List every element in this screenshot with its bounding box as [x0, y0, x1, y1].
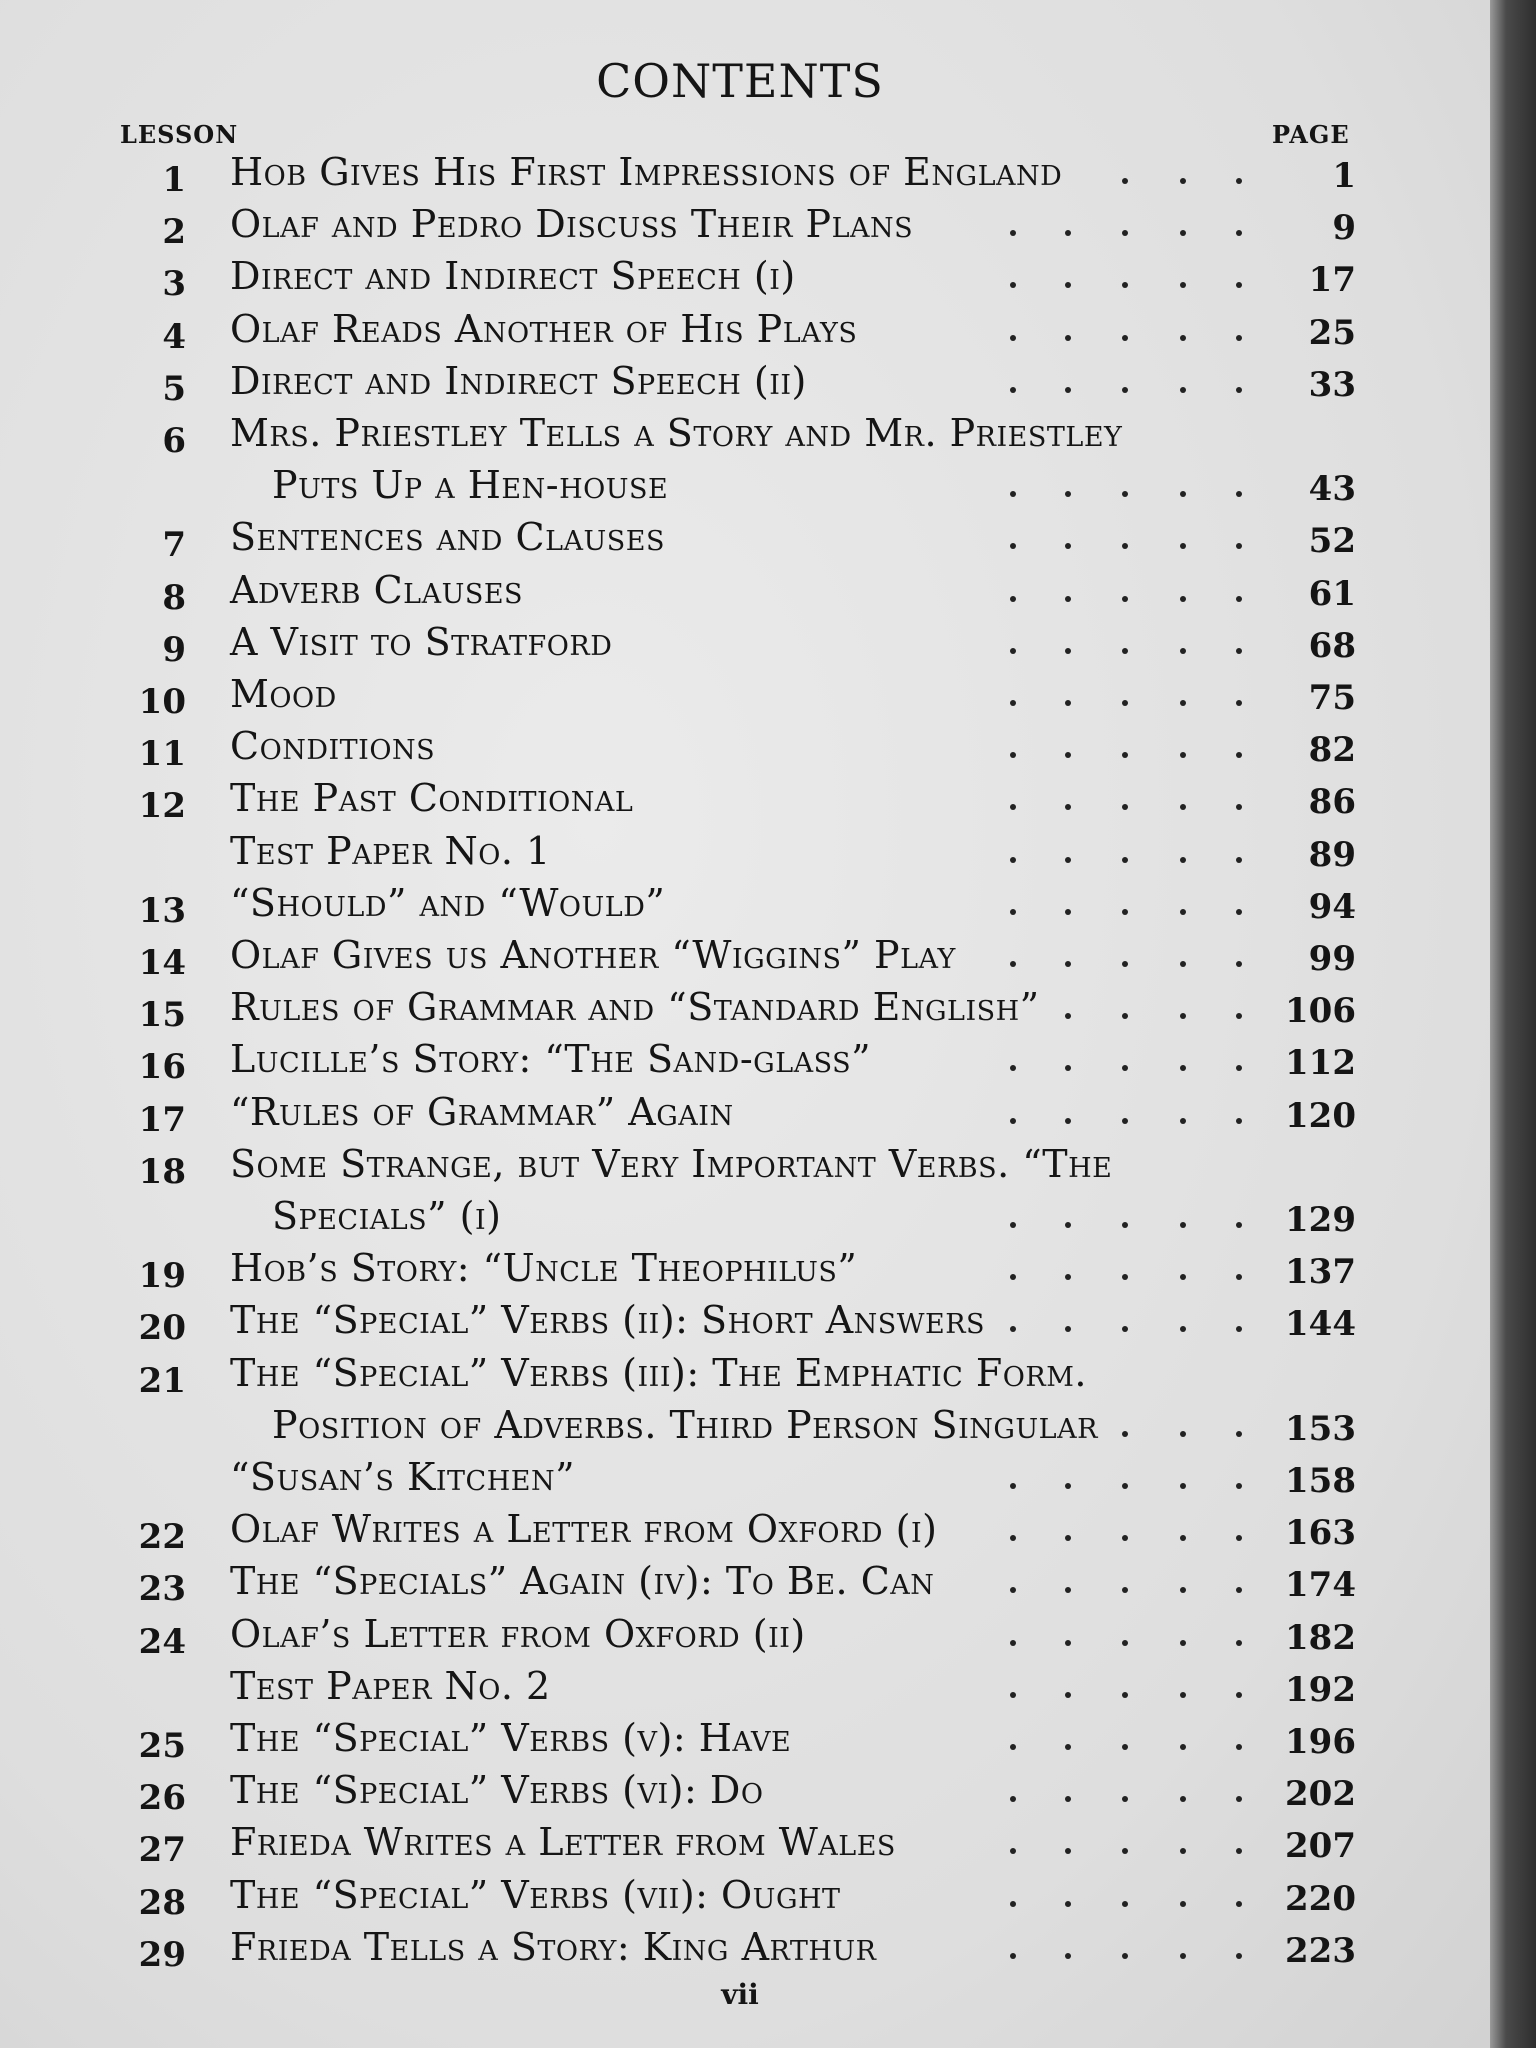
- lesson-title: Olaf’s Letter from Oxford (ii): [230, 1611, 806, 1656]
- leader-dot: [1180, 1222, 1186, 1228]
- toc-entry: [0, 1194, 1400, 1246]
- lesson-title: Mrs. Priestley Tells a Story and Mr. Priestley: [230, 411, 1123, 455]
- leader-dot: [1122, 961, 1128, 967]
- leader-dot: [1180, 1118, 1186, 1124]
- lesson-number: 17: [138, 1099, 186, 1140]
- page-number: 94: [1308, 886, 1356, 927]
- leader-dot: [1122, 804, 1128, 810]
- leader-dot: [1122, 230, 1128, 236]
- leader-dot: [1010, 1118, 1016, 1124]
- leader-dot: [1236, 543, 1242, 549]
- leader-dot: [1065, 1013, 1071, 1019]
- leader-dot: [1010, 1953, 1016, 1959]
- leader-dot: [1122, 700, 1128, 706]
- lesson-title: Specials” (i): [272, 1194, 502, 1238]
- lesson-number: 8: [162, 577, 186, 618]
- lesson-number: 3: [162, 264, 186, 305]
- page-number: 120: [1285, 1095, 1356, 1136]
- page-number: 82: [1308, 730, 1356, 771]
- leader-dot: [1180, 178, 1186, 184]
- leader-dot: [1236, 596, 1242, 602]
- toc-entry: [0, 672, 1400, 724]
- toc-entry: [0, 724, 1400, 776]
- leader-dot: [1236, 1013, 1242, 1019]
- lesson-title: “Susan’s Kitchen”: [230, 1455, 576, 1499]
- toc-entry: [0, 1090, 1400, 1142]
- page-number: 86: [1308, 782, 1356, 823]
- toc-entry: [0, 1768, 1400, 1820]
- toc-entry: [0, 307, 1400, 359]
- leader-dot: [1236, 1953, 1242, 1959]
- lesson-title: Sentences and Clauses: [230, 515, 665, 560]
- page-number: 129: [1285, 1200, 1356, 1240]
- leader-dot: [1010, 387, 1016, 393]
- toc-entry: [0, 463, 1400, 515]
- leader-dot: [1180, 1535, 1186, 1541]
- leader-dot: [1065, 857, 1071, 863]
- leader-dot: [1180, 1901, 1186, 1907]
- toc-entry: [0, 1664, 1400, 1716]
- leader-dot: [1122, 1431, 1128, 1437]
- lesson-title: Direct and Indirect Speech (ii): [230, 358, 807, 403]
- leader-dot: [1180, 909, 1186, 915]
- leader-dot: [1236, 1901, 1242, 1907]
- leader-dot: [1122, 178, 1128, 184]
- contents-title: CONTENTS: [596, 54, 884, 108]
- lesson-number: 12: [138, 786, 186, 827]
- leader-dot: [1236, 282, 1242, 288]
- leader-dot: [1122, 1848, 1128, 1854]
- lesson-number: 10: [138, 682, 186, 722]
- lesson-title: Rules of Grammar and “Standard English”: [230, 985, 1040, 1030]
- leader-dot: [1236, 1848, 1242, 1854]
- lesson-title: Hob’s Story: “Uncle Theophilus”: [230, 1246, 858, 1291]
- leader-dot: [1065, 543, 1071, 549]
- leader-dot: [1180, 1744, 1186, 1750]
- lesson-title: Puts Up a Hen-house: [272, 463, 669, 508]
- page-number: 1: [1332, 156, 1356, 196]
- leader-dot: [1236, 857, 1242, 863]
- page-number: 163: [1285, 1513, 1356, 1554]
- lesson-number: 28: [138, 1882, 186, 1923]
- leader-dot: [1010, 1274, 1016, 1280]
- leader-dot: [1122, 1326, 1128, 1332]
- lesson-title: Test Paper No. 1: [230, 828, 551, 873]
- toc-entry: [0, 620, 1400, 672]
- lesson-title: The “Special” Verbs (vi): Do: [230, 1768, 764, 1813]
- lesson-title: A Visit to Stratford: [230, 619, 613, 664]
- leader-dot: [1180, 387, 1186, 393]
- leader-dot: [1122, 1013, 1128, 1019]
- lesson-number: 29: [138, 1934, 186, 1975]
- leader-dot: [1180, 1013, 1186, 1019]
- leader-dot: [1065, 335, 1071, 341]
- leader-dot: [1122, 1483, 1128, 1489]
- toc-entry: [0, 1246, 1400, 1298]
- leader-dot: [1010, 1326, 1016, 1332]
- leader-dot: [1122, 1744, 1128, 1750]
- toc-entry: [0, 1820, 1400, 1872]
- leader-dot: [1010, 648, 1016, 654]
- leader-dot: [1180, 1640, 1186, 1646]
- page-number: 17: [1308, 260, 1356, 301]
- leader-dot: [1180, 1065, 1186, 1071]
- toc-entry: [0, 933, 1400, 985]
- leader-dot: [1122, 1640, 1128, 1646]
- leader-dot: [1236, 387, 1242, 393]
- lesson-number: 1: [162, 160, 186, 200]
- lesson-number: 26: [138, 1778, 186, 1819]
- lesson-number: 19: [138, 1256, 186, 1297]
- leader-dot: [1122, 1901, 1128, 1907]
- toc-entry: [0, 1507, 1400, 1559]
- lesson-number: 21: [138, 1360, 186, 1401]
- lesson-title: “Should” and “Would”: [230, 880, 666, 925]
- leader-dot: [1010, 543, 1016, 549]
- leader-dot: [1010, 1483, 1016, 1489]
- leader-dot: [1180, 804, 1186, 810]
- leader-dot: [1180, 596, 1186, 602]
- page-number: 158: [1285, 1461, 1356, 1501]
- lesson-title: Frieda Tells a Story: King Arthur: [230, 1924, 877, 1969]
- leader-dot: [1180, 491, 1186, 497]
- leader-dot: [1236, 1431, 1242, 1437]
- lesson-number: 16: [138, 1047, 186, 1088]
- page-number: 89: [1308, 834, 1356, 875]
- leader-dot: [1236, 700, 1242, 706]
- leader-dot: [1010, 335, 1016, 341]
- leader-dot: [1122, 543, 1128, 549]
- leader-dot: [1122, 491, 1128, 497]
- lesson-title: Test Paper No. 2: [230, 1663, 551, 1708]
- leader-dot: [1180, 335, 1186, 341]
- leader-dot: [1065, 1796, 1071, 1802]
- leader-dot: [1010, 491, 1016, 497]
- leader-dot: [1065, 1274, 1071, 1280]
- leader-dot: [1236, 491, 1242, 497]
- leader-dot: [1236, 1587, 1242, 1593]
- leader-dot: [1236, 1065, 1242, 1071]
- lesson-number: 23: [138, 1569, 186, 1610]
- toc-entry: [0, 881, 1400, 933]
- lesson-number: 14: [138, 943, 186, 983]
- lesson-title: Direct and Indirect Speech (i): [230, 254, 796, 299]
- leader-dot: [1010, 1901, 1016, 1907]
- lesson-number: 4: [162, 316, 186, 357]
- leader-dot: [1122, 1065, 1128, 1071]
- toc-entry: [0, 515, 1400, 567]
- leader-dot: [1180, 1326, 1186, 1332]
- toc-entry: [0, 1298, 1400, 1350]
- page-number: 202: [1285, 1774, 1356, 1815]
- lesson-number: 5: [162, 368, 186, 409]
- lesson-number: 27: [138, 1830, 186, 1871]
- page-number: 153: [1285, 1408, 1356, 1449]
- leader-dot: [1010, 1587, 1016, 1593]
- lesson-number: 7: [162, 525, 186, 566]
- leader-dot: [1010, 804, 1016, 810]
- leader-dot: [1122, 1587, 1128, 1593]
- leader-dot: [1065, 700, 1071, 706]
- page-number: 174: [1285, 1565, 1356, 1606]
- lesson-title: The “Special” Verbs (iii): The Emphatic Form.: [230, 1350, 1087, 1395]
- lesson-title: Lucille’s Story: “The Sand-glass”: [230, 1037, 872, 1082]
- page-number: 106: [1285, 991, 1356, 1032]
- page-number: 25: [1308, 312, 1356, 353]
- page-folio: vii: [721, 1978, 759, 2011]
- leader-dot: [1122, 1274, 1128, 1280]
- leader-dot: [1122, 1953, 1128, 1959]
- leader-dot: [1065, 282, 1071, 288]
- page-number: 144: [1285, 1304, 1356, 1345]
- leader-dot: [1010, 1535, 1016, 1541]
- toc-entry: [0, 359, 1400, 411]
- leader-dot: [1010, 857, 1016, 863]
- leader-dot: [1236, 1692, 1242, 1698]
- leader-dot: [1236, 1118, 1242, 1124]
- page-number: 196: [1285, 1722, 1356, 1762]
- lesson-title: Adverb Clauses: [230, 567, 524, 612]
- leader-dot: [1010, 282, 1016, 288]
- leader-dot: [1065, 804, 1071, 810]
- leader-dot: [1010, 700, 1016, 706]
- leader-dot: [1065, 1065, 1071, 1071]
- leader-dot: [1180, 648, 1186, 654]
- leader-dot: [1065, 1118, 1071, 1124]
- lesson-number: 11: [138, 734, 186, 775]
- leader-dot: [1065, 1901, 1071, 1907]
- leader-dot: [1065, 1587, 1071, 1593]
- lesson-title: Olaf Reads Another of His Plays: [230, 306, 858, 351]
- leader-dot: [1122, 648, 1128, 654]
- lesson-number: 6: [162, 421, 186, 461]
- toc-entry: [0, 254, 1400, 306]
- toc-entry: [0, 1873, 1400, 1925]
- leader-dot: [1122, 387, 1128, 393]
- leader-dot: [1065, 387, 1071, 393]
- leader-dot: [1010, 596, 1016, 602]
- lesson-title: Olaf and Pedro Discuss Their Plans: [230, 202, 914, 247]
- leader-dot: [1122, 1118, 1128, 1124]
- page-number: 9: [1332, 208, 1356, 249]
- leader-dot: [1122, 282, 1128, 288]
- lesson-title: The “Special” Verbs (vii): Ought: [230, 1872, 841, 1917]
- leader-dot: [1180, 1953, 1186, 1959]
- leader-dot: [1122, 1796, 1128, 1802]
- leader-dot: [1180, 1796, 1186, 1802]
- toc-entry: [0, 1403, 1400, 1455]
- page-number: 43: [1308, 469, 1356, 510]
- lesson-title: The Past Conditional: [230, 776, 634, 821]
- leader-dot: [1065, 1535, 1071, 1541]
- leader-dot: [1180, 857, 1186, 863]
- leader-dot: [1236, 335, 1242, 341]
- leader-dot: [1010, 1640, 1016, 1646]
- toc-entry: [0, 1455, 1400, 1507]
- lesson-number: 13: [138, 890, 186, 931]
- leader-dot: [1010, 752, 1016, 758]
- lesson-number: 22: [138, 1517, 186, 1558]
- toc-entry: [0, 1716, 1400, 1768]
- lesson-number: 20: [138, 1308, 186, 1349]
- toc-entry: [0, 1351, 1400, 1403]
- leader-dot: [1122, 1535, 1128, 1541]
- leader-dot: [1122, 1692, 1128, 1698]
- lesson-title: “Rules of Grammar” Again: [230, 1089, 734, 1134]
- leader-dot: [1180, 1274, 1186, 1280]
- leader-dot: [1010, 1744, 1016, 1750]
- leader-dot: [1010, 1065, 1016, 1071]
- leader-dot: [1010, 1848, 1016, 1854]
- page-number: 112: [1285, 1043, 1356, 1084]
- leader-dot: [1236, 1744, 1242, 1750]
- leader-dot: [1236, 1535, 1242, 1541]
- leader-dot: [1065, 909, 1071, 915]
- lesson-number: 25: [138, 1726, 186, 1766]
- leader-dot: [1010, 961, 1016, 967]
- toc-entry: [0, 1925, 1400, 1977]
- leader-dot: [1180, 1431, 1186, 1437]
- page-number: 61: [1308, 573, 1356, 614]
- leader-dot: [1236, 1640, 1242, 1646]
- lesson-title: Hob Gives His First Impressions of England: [230, 150, 1063, 194]
- lesson-title: Some Strange, but Very Important Verbs. “The: [230, 1141, 1113, 1186]
- lesson-title: Olaf Gives us Another “Wiggins” Play: [230, 933, 956, 977]
- leader-dot: [1010, 1692, 1016, 1698]
- leader-dot: [1010, 1796, 1016, 1802]
- leader-dot: [1180, 282, 1186, 288]
- leader-dot: [1180, 543, 1186, 549]
- leader-dot: [1180, 700, 1186, 706]
- leader-dot: [1065, 961, 1071, 967]
- leader-dot: [1236, 909, 1242, 915]
- lesson-title: Mood: [230, 672, 337, 716]
- toc-entry: [0, 150, 1400, 202]
- leader-dot: [1122, 909, 1128, 915]
- toc-entry: [0, 1612, 1400, 1664]
- page-number: 75: [1308, 678, 1356, 718]
- leader-dot: [1065, 648, 1071, 654]
- toc-entry: [0, 1142, 1400, 1194]
- lesson-title: Olaf Writes a Letter from Oxford (i): [230, 1507, 938, 1552]
- page-number: 99: [1308, 939, 1356, 979]
- lesson-column-header: LESSON: [120, 120, 239, 149]
- toc-entry: [0, 411, 1400, 463]
- leader-dot: [1010, 909, 1016, 915]
- leader-dot: [1180, 1848, 1186, 1854]
- leader-dot: [1065, 1640, 1071, 1646]
- page-number: 68: [1308, 625, 1356, 666]
- leader-dot: [1236, 1483, 1242, 1489]
- leader-dot: [1010, 1222, 1016, 1228]
- page-number: 223: [1285, 1930, 1356, 1971]
- leader-dot: [1236, 804, 1242, 810]
- leader-dot: [1065, 752, 1071, 758]
- leader-dot: [1122, 1222, 1128, 1228]
- page-number: 192: [1285, 1669, 1356, 1710]
- leader-dot: [1122, 335, 1128, 341]
- lesson-title: Frieda Writes a Letter from Wales: [230, 1820, 896, 1865]
- leader-dot: [1065, 1326, 1071, 1332]
- lesson-number: 9: [162, 629, 186, 670]
- leader-dot: [1065, 491, 1071, 497]
- leader-dot: [1065, 1483, 1071, 1489]
- book-spine-shadow: [1490, 0, 1536, 2048]
- leader-dot: [1180, 1692, 1186, 1698]
- leader-dot: [1180, 230, 1186, 236]
- leader-dot: [1236, 178, 1242, 184]
- page-number: 52: [1308, 521, 1356, 562]
- leader-dot: [1180, 1587, 1186, 1593]
- leader-dot: [1065, 1692, 1071, 1698]
- leader-dot: [1065, 1744, 1071, 1750]
- lesson-number: 15: [138, 995, 186, 1036]
- lesson-title: Position of Adverbs. Third Person Singular: [272, 1402, 1098, 1447]
- lesson-number: 2: [162, 212, 186, 253]
- toc-entry: [0, 202, 1400, 254]
- lesson-number: 18: [138, 1151, 186, 1192]
- leader-dot: [1122, 596, 1128, 602]
- leader-dot: [1236, 648, 1242, 654]
- lesson-title: The “Specials” Again (iv): To Be. Can: [230, 1559, 935, 1604]
- page-column-header: PAGE: [1272, 120, 1350, 149]
- leader-dot: [1065, 230, 1071, 236]
- page-number: 182: [1285, 1617, 1356, 1658]
- toc-entry: [0, 568, 1400, 620]
- leader-dot: [1236, 1222, 1242, 1228]
- leader-dot: [1122, 752, 1128, 758]
- toc-entry: [0, 829, 1400, 881]
- leader-dot: [1236, 1274, 1242, 1280]
- leader-dot: [1180, 752, 1186, 758]
- leader-dot: [1065, 1848, 1071, 1854]
- page-number: 220: [1285, 1878, 1356, 1919]
- page-number: 207: [1285, 1826, 1356, 1867]
- leader-dot: [1236, 1796, 1242, 1802]
- toc-entry: [0, 776, 1400, 828]
- leader-dot: [1010, 230, 1016, 236]
- lesson-title: The “Special” Verbs (v): Have: [230, 1716, 792, 1760]
- leader-dot: [1065, 1953, 1071, 1959]
- leader-dot: [1122, 857, 1128, 863]
- leader-dot: [1065, 596, 1071, 602]
- toc-entry: [0, 985, 1400, 1037]
- leader-dot: [1065, 1222, 1071, 1228]
- toc-entry: [0, 1037, 1400, 1089]
- lesson-title: The “Special” Verbs (ii): Short Answers: [230, 1298, 986, 1343]
- toc-entry: [0, 1559, 1400, 1611]
- leader-dot: [1236, 230, 1242, 236]
- leader-dot: [1236, 752, 1242, 758]
- leader-dot: [1236, 961, 1242, 967]
- lesson-title: Conditions: [230, 724, 436, 769]
- leader-dot: [1236, 1326, 1242, 1332]
- lesson-number: 24: [138, 1621, 186, 1662]
- leader-dot: [1180, 1483, 1186, 1489]
- page-number: 137: [1285, 1252, 1356, 1293]
- page-number: 33: [1308, 364, 1356, 405]
- leader-dot: [1180, 961, 1186, 967]
